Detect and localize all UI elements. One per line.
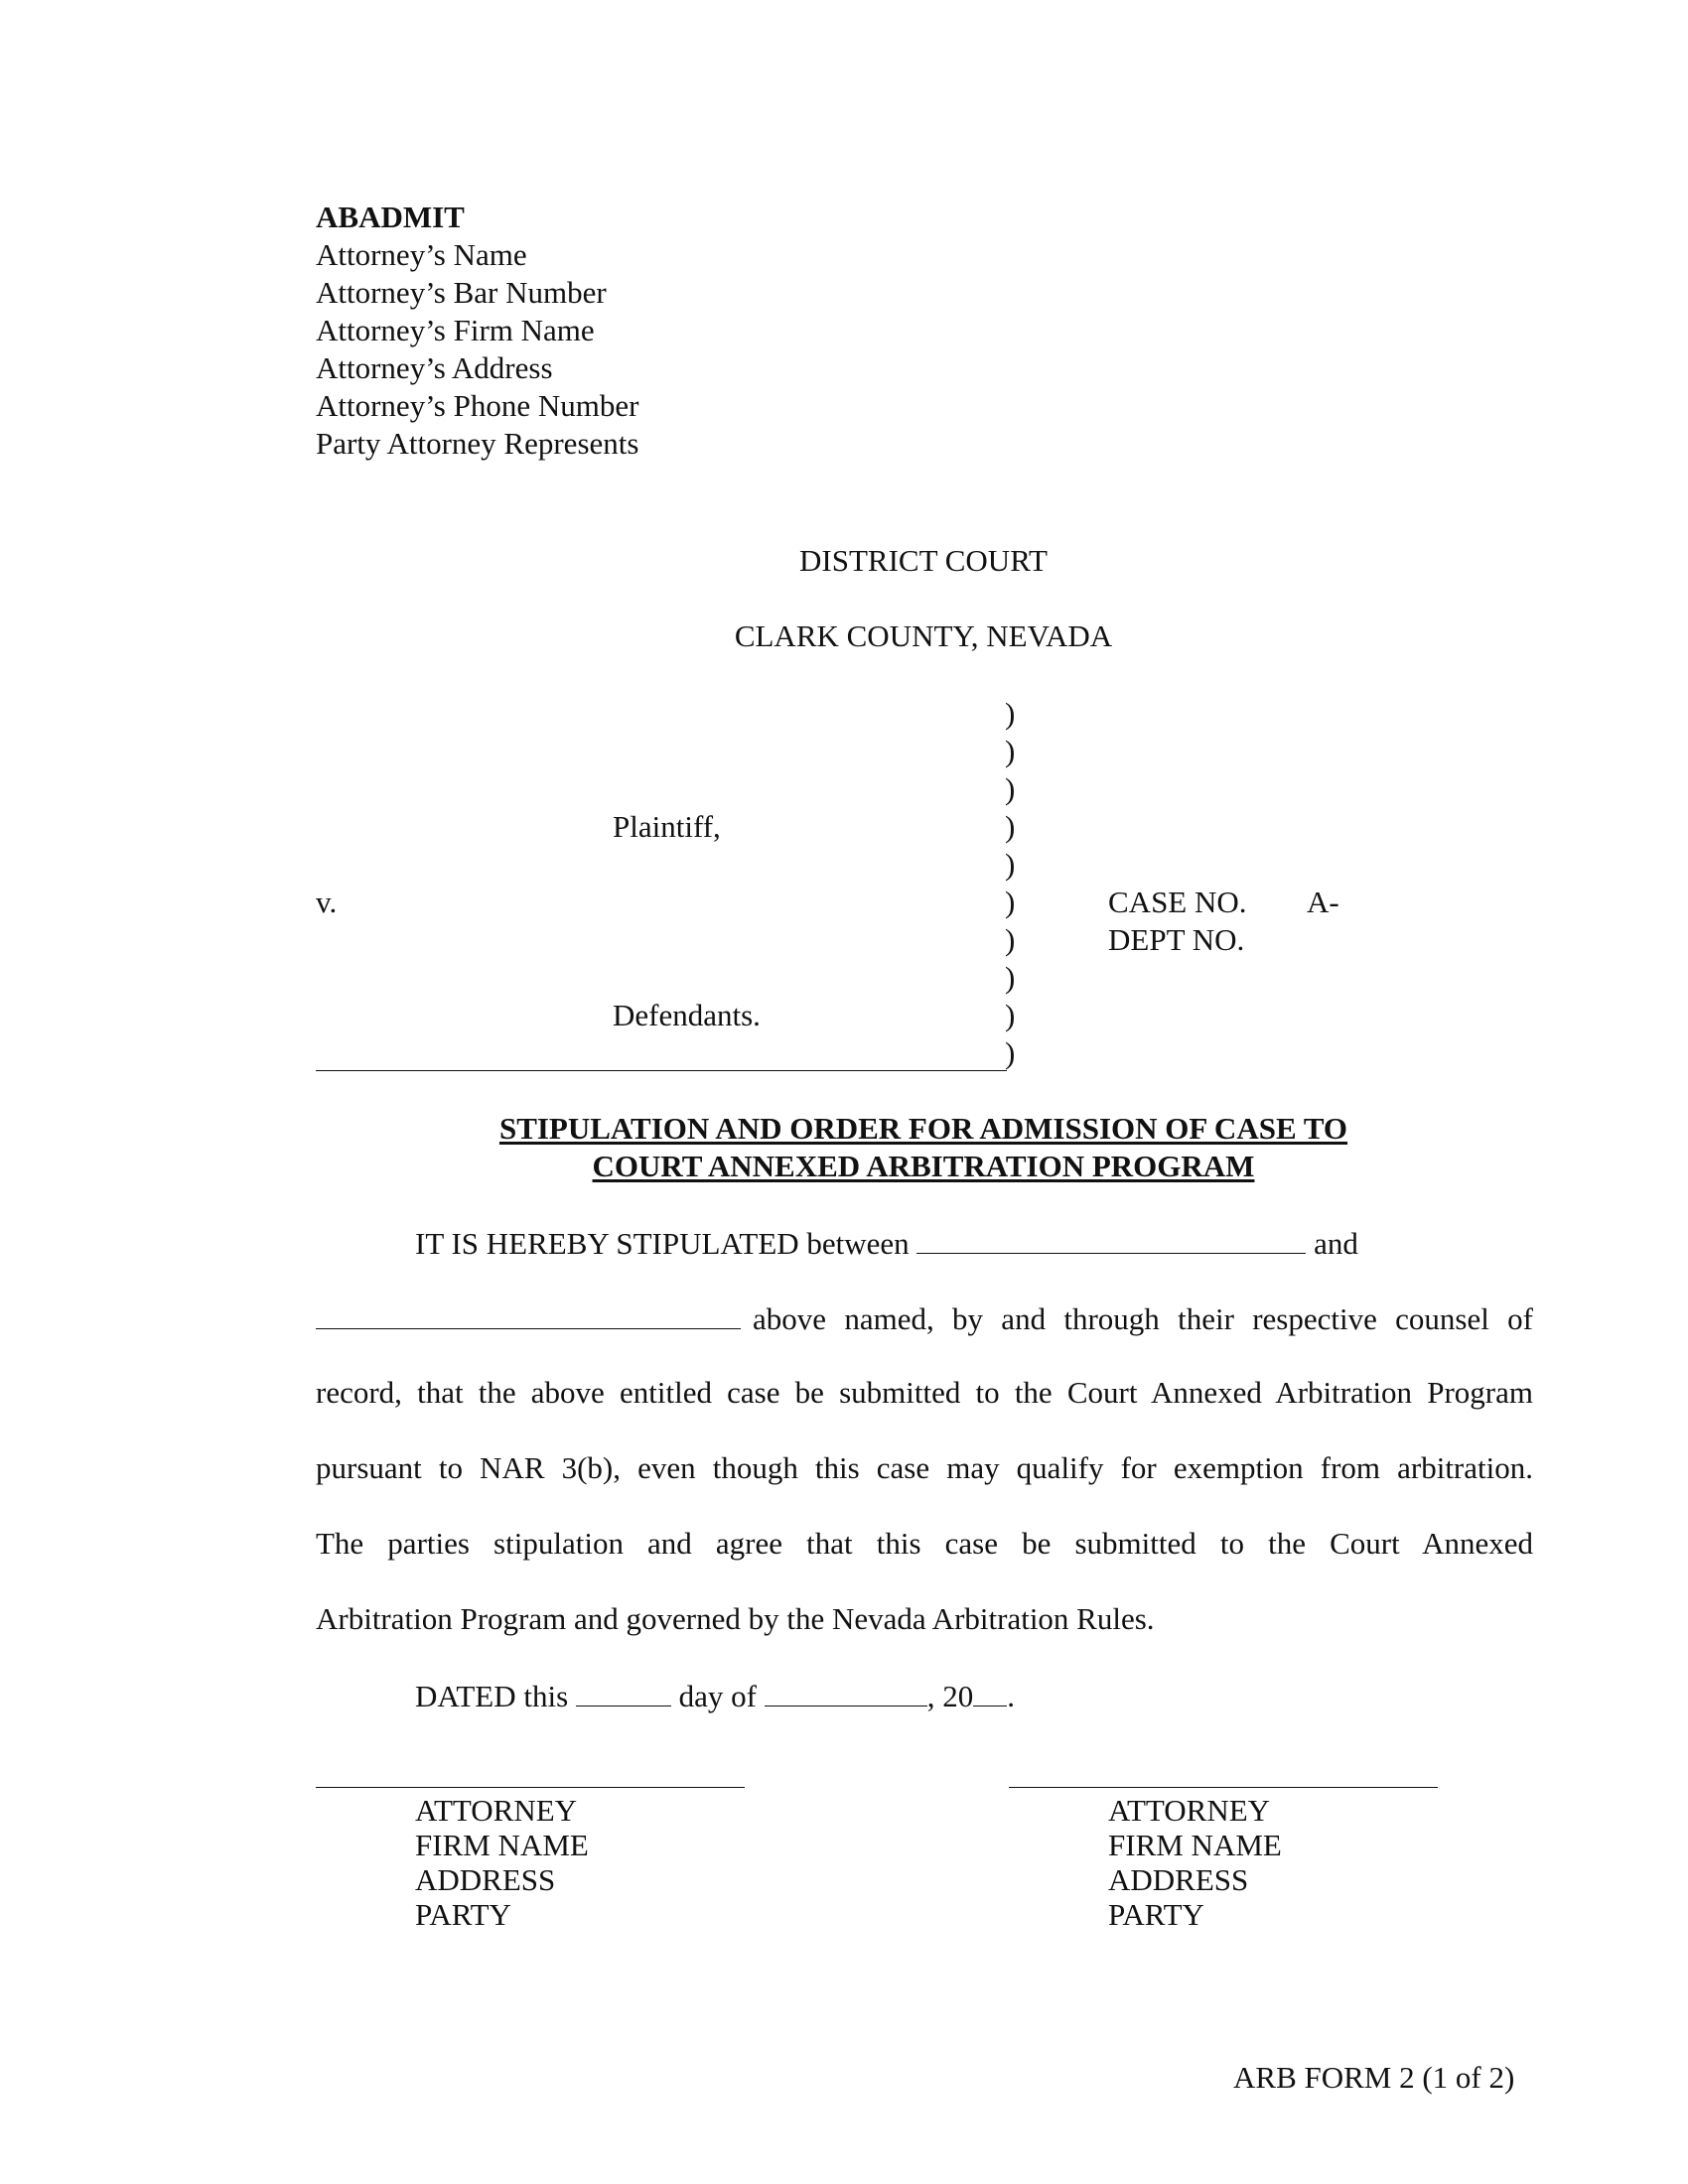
caption-paren: ) bbox=[1005, 1035, 1016, 1070]
caption-paren: ) bbox=[1005, 960, 1016, 995]
caption-paren: ) bbox=[1005, 734, 1016, 768]
second-party-blank[interactable] bbox=[316, 1298, 741, 1329]
caption-paren: ) bbox=[1005, 696, 1016, 731]
day-of-text: day of bbox=[678, 1679, 757, 1713]
caption-paren: ) bbox=[1005, 922, 1016, 957]
caption-paren: ) bbox=[1005, 847, 1016, 882]
and-text: and bbox=[1314, 1226, 1358, 1261]
first-party-blank[interactable] bbox=[916, 1223, 1306, 1254]
signature-line-right[interactable] bbox=[1009, 1787, 1438, 1788]
caption-paren: ) bbox=[1005, 885, 1016, 919]
versus-label: v. bbox=[316, 885, 338, 919]
caption-paren: ) bbox=[1005, 771, 1016, 806]
attorney-bar-number-line: Attorney’s Bar Number bbox=[316, 275, 607, 310]
stipulated-between-text: IT IS HEREBY STIPULATED between bbox=[415, 1226, 910, 1261]
attorney-info-block bbox=[316, 199, 638, 463]
case-number-prefix: A- bbox=[1307, 885, 1339, 919]
dated-this-text: DATED this bbox=[415, 1679, 569, 1713]
form-code-heading: ABADMIT bbox=[316, 200, 465, 234]
document-title bbox=[0, 1110, 1688, 1185]
party-represented-line: Party Attorney Represents bbox=[316, 426, 639, 461]
signature-attorney-label: ATTORNEY bbox=[1108, 1793, 1271, 1828]
body-line-2 bbox=[316, 1298, 1533, 1338]
caption-paren: ) bbox=[1005, 809, 1016, 844]
signature-address-label: ADDRESS bbox=[1108, 1862, 1249, 1897]
body-line-1 bbox=[415, 1223, 1358, 1263]
attorney-address-line: Attorney’s Address bbox=[316, 350, 553, 385]
defendants-label: Defendants. bbox=[613, 998, 761, 1032]
plaintiff-label: Plaintiff, bbox=[613, 809, 721, 844]
case-number-label: CASE NO. bbox=[1108, 885, 1247, 919]
caption-paren: ) bbox=[1005, 998, 1016, 1032]
caption-paren-column bbox=[1005, 695, 1015, 1072]
above-named-text: above named, by and through their respective counsel of bbox=[753, 1301, 1533, 1336]
period-text: . bbox=[1007, 1679, 1015, 1713]
dated-line bbox=[415, 1676, 1015, 1715]
court-county: CLARK COUNTY, NEVADA bbox=[734, 618, 1113, 653]
signature-firm-label: FIRM NAME bbox=[1108, 1828, 1282, 1862]
signature-block-right bbox=[1108, 1793, 1282, 1932]
signature-attorney-label: ATTORNEY bbox=[415, 1793, 578, 1828]
document-title-line-2: COURT ANNEXED ARBITRATION PROGRAM bbox=[592, 1149, 1255, 1183]
signature-address-label: ADDRESS bbox=[415, 1862, 556, 1897]
signature-block-left bbox=[415, 1793, 589, 1932]
month-blank[interactable] bbox=[765, 1676, 927, 1706]
attorney-name-line: Attorney’s Name bbox=[316, 237, 527, 272]
signature-party-label: PARTY bbox=[1108, 1897, 1204, 1932]
body-line-3: record, that the above entitled case be submitted to the Court Annexed Arbitration Program bbox=[316, 1375, 1533, 1410]
document-title-line-1: STIPULATION AND ORDER FOR ADMISSION OF CASE TO bbox=[498, 1111, 1348, 1146]
signature-line-left[interactable] bbox=[316, 1787, 745, 1788]
court-name: DISTRICT COURT bbox=[799, 543, 1048, 578]
year-blank[interactable] bbox=[973, 1676, 1007, 1706]
signature-party-label: PARTY bbox=[415, 1897, 511, 1932]
body-line-5: The parties stipulation and agree that this case be submitted to the Court Annexed bbox=[316, 1526, 1533, 1561]
day-blank[interactable] bbox=[576, 1676, 671, 1706]
body-line-6: Arbitration Program and governed by the Nevada Arbitration Rules. bbox=[316, 1601, 1155, 1636]
attorney-firm-line: Attorney’s Firm Name bbox=[316, 313, 595, 347]
form-page-label: ARB FORM 2 (1 of 2) bbox=[1233, 2060, 1515, 2095]
signature-firm-label: FIRM NAME bbox=[415, 1828, 589, 1862]
year-prefix-text: , 20 bbox=[926, 1679, 974, 1713]
body-line-4: pursuant to NAR 3(b), even though this case may qualify for exemption from arbitration. bbox=[316, 1450, 1533, 1485]
caption-underline bbox=[316, 1070, 1007, 1071]
department-number-label: DEPT NO. bbox=[1108, 922, 1245, 957]
attorney-phone-line: Attorney’s Phone Number bbox=[316, 388, 639, 423]
